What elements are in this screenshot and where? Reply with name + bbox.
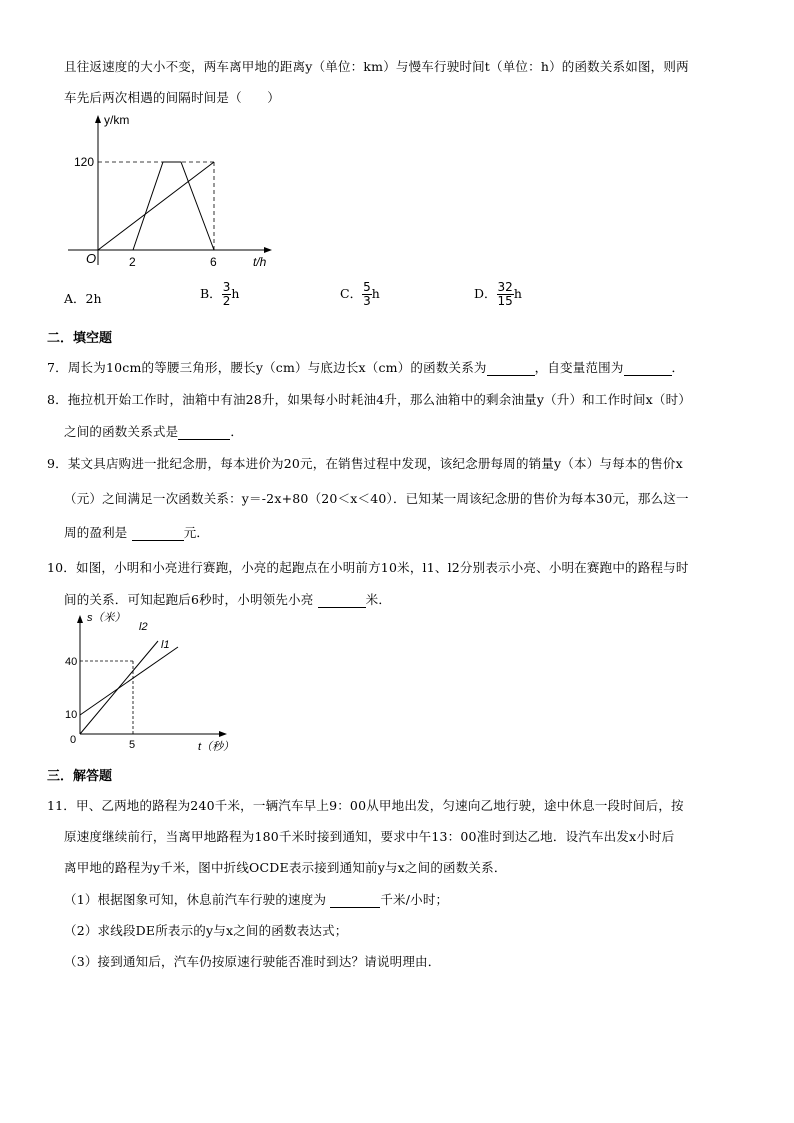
q9-line-3-end: 元． [183, 525, 210, 540]
section-2-title: 二．填空题 [47, 331, 113, 346]
q6-choice-b[interactable] [200, 281, 239, 308]
q6-y-tick-120: 120 [74, 155, 95, 169]
q9-line-3-text: 周的盈利是 [64, 525, 128, 540]
q10-y-tick-0: 0 [70, 734, 77, 746]
q11-part-1-end: 千米/小时； [380, 892, 449, 907]
q9-blank[interactable] [132, 525, 184, 541]
q10-blank[interactable] [318, 592, 366, 608]
q10-l2-label: l2 [139, 621, 148, 633]
q6-choice-c[interactable] [340, 281, 380, 308]
q6-y-arrow [95, 115, 101, 123]
choice-c-label: C． [340, 286, 363, 301]
choice-c-unit: h [371, 286, 380, 301]
q6-x-tick-6: 6 [210, 255, 217, 269]
q11-part-1-text: （1）根据图象可知，休息前汽车行驶的速度为 [64, 892, 327, 907]
q9-line-2: （元）之间满足一次函数关系：y＝-2x+80（20＜x＜40）．已知某一周该纪念册的售价为每本30元，那么这一 [64, 491, 689, 506]
q10-line-2 [64, 590, 391, 608]
choice-b-num: 3 [222, 280, 231, 294]
choice-d-unit: h [513, 286, 522, 301]
q6-fast-car-line [133, 162, 214, 250]
q9-line-3 [64, 523, 209, 541]
q10-line-1: 10．如图，小明和小亮进行赛跑，小亮的起跑点在小明前方10米，l1、l2分别表示小亮、小明在赛跑中的路程与时 [47, 560, 689, 575]
q10-line-l1 [80, 647, 178, 715]
q10-graph [60, 608, 260, 756]
choice-d-num: 32 [497, 280, 513, 294]
q6-choice-d[interactable] [474, 281, 522, 308]
q10-x-arrow [219, 731, 227, 737]
q6-origin: O [86, 251, 97, 266]
q6-slow-car-line [98, 162, 214, 250]
q10-line-l2 [80, 641, 158, 734]
choice-c-den: 3 [363, 294, 371, 308]
q10-line-2-end: 米． [365, 592, 392, 607]
choice-d-label: D． [474, 286, 497, 301]
q10-l1-label: l1 [161, 639, 170, 651]
q10-y-label: s（米） [87, 612, 126, 624]
q11-part-1 [64, 890, 448, 908]
q7-blank-2[interactable] [624, 360, 672, 376]
q10-x-tick-5: 5 [129, 739, 136, 751]
q9-line-1: 9．某文具店购进一批纪念册，每本进价为20元，在销售过程中发现，该纪念册每周的销量y（本）与每本的售价x [47, 456, 683, 471]
q7-text: 7．周长为10cm的等腰三角形，腰长y（cm）与底边长x（cm）的函数关系为 [47, 360, 487, 375]
choice-b-label: B． [200, 286, 222, 301]
q6-graph [60, 110, 280, 270]
q6-line-2: 车先后两次相遇的间隔时间是（ ） [64, 90, 280, 105]
choice-b-den: 2 [222, 294, 231, 308]
q6-choice-a[interactable]: A．2h [64, 291, 102, 306]
q8-blank[interactable] [178, 424, 230, 440]
q6-y-label: y/km [104, 113, 130, 127]
q6-line-1: 且往返速度的大小不变，两车离甲地的距离y（单位：km）与慢车行驶时间t（单位：h）的函数关系如图，则两 [64, 59, 689, 74]
q8-line-1: 8．拖拉机开始工作时，油箱中有油28升，如果每小时耗油4升，那么油箱中的剩余油量y（升）和工作时间x（时） [47, 392, 692, 407]
q11-part-2: （2）求线段DE所表示的y与x之间的函数表达式； [64, 923, 348, 938]
q7-mid: ，自变量范围为 [534, 360, 624, 375]
q6-x-tick-2: 2 [129, 255, 136, 269]
q11-blank[interactable] [330, 892, 380, 908]
q10-y-tick-40: 40 [65, 656, 78, 668]
q11-line-3: 离甲地的路程为y千米，图中折线OCDE表示接到通知前y与x之间的函数关系． [64, 860, 507, 875]
q10-line-2-text: 间的关系．可知起跑后6秒时，小明领先小亮 [64, 592, 314, 607]
section-3-title: 三．解答题 [47, 769, 113, 784]
q8-end: ． [230, 424, 244, 439]
q7-blank-1[interactable] [487, 360, 535, 376]
q6-x-arrow [264, 247, 272, 253]
choice-b-unit: h [231, 286, 240, 301]
q6-x-label: t/h [253, 255, 267, 269]
choice-c-num: 5 [363, 280, 371, 294]
q11-line-2: 原速度继续前行，当离甲地路程为180千米时接到通知，要求中午13：00准时到达乙地．设汽车出发x小时后 [64, 829, 675, 844]
q10-x-label: t（秒） [198, 741, 235, 753]
q11-line-1: 11．甲、乙两地的路程为240千米，一辆汽车早上9：00从甲地出发，匀速向乙地行驶，途中休息一段时间后，按 [47, 798, 684, 813]
q8-line-2 [64, 422, 243, 440]
choice-d-den: 15 [497, 294, 513, 308]
q10-y-tick-10: 10 [65, 709, 78, 721]
q8-line-2-text: 之间的函数关系式是 [64, 424, 179, 439]
q7-end: ． [671, 360, 685, 375]
q10-y-arrow [77, 615, 83, 623]
question-7 [47, 358, 684, 376]
q11-part-3: （3）接到通知后，汽车仍按原速行驶能否准时到达？请说明理由． [64, 954, 441, 969]
